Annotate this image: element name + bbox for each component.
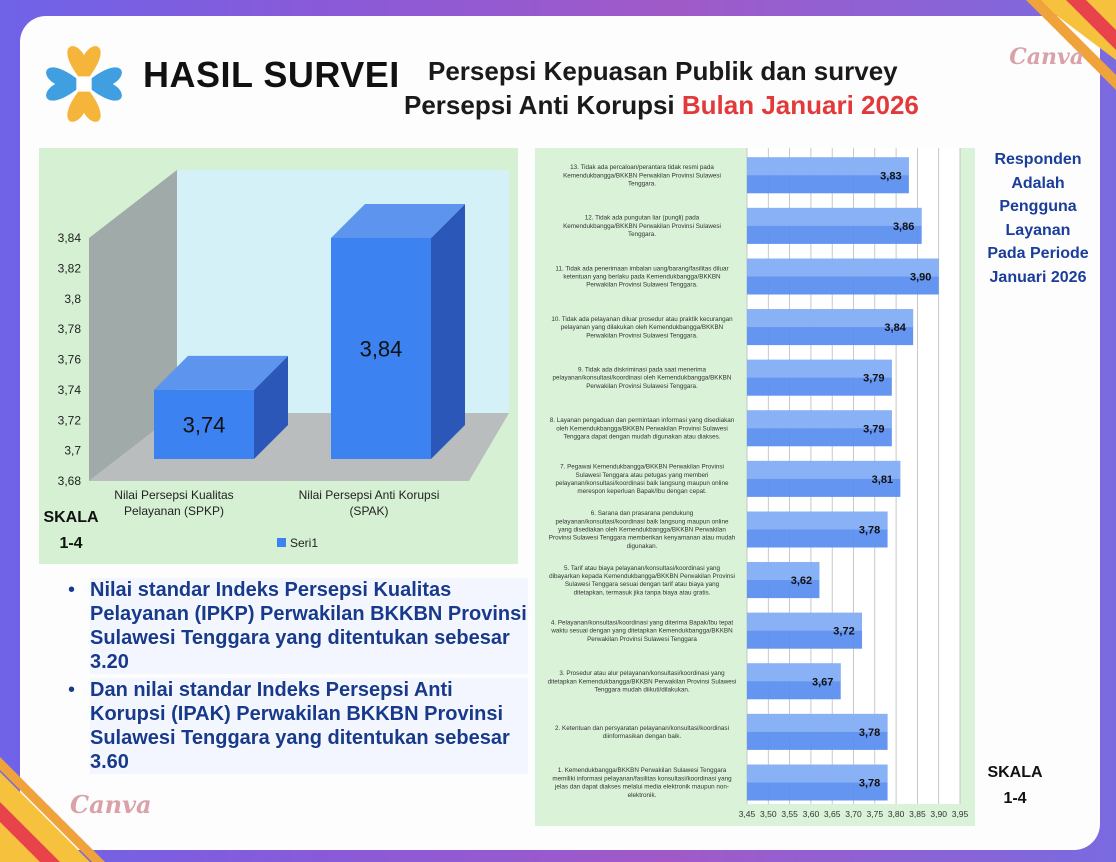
legend-swatch <box>277 538 286 547</box>
y-category-label: oleh Kemendukbangga/BKKBN Perwakilan Provinsi Sulawesi <box>556 425 728 433</box>
x-tick-label: 3,85 <box>909 809 926 819</box>
y-category-label: pelayanan/konsultasi/koordinasi baik langsung maupun online <box>555 518 729 526</box>
bar-value-label: 3,72 <box>833 625 855 638</box>
y-tick-label: 3,7 <box>64 443 81 458</box>
column-chart-spkp-spak <box>39 148 518 564</box>
x-category-label: (SPAK) <box>349 504 389 518</box>
page-title: HASIL SURVEI <box>143 54 400 95</box>
y-category-label: ketentuan yang berlaku pada Kemendukbangga/BKKBN <box>563 273 721 281</box>
responden-note <box>983 148 1093 289</box>
bar-value-label: 3,81 <box>871 473 894 486</box>
bar-value-label: 3,90 <box>909 271 932 284</box>
title-line-2-black: Persepsi Anti Korupsi <box>404 90 675 120</box>
y-category-label: ditetapkan Kemendukbangga/BKKBN Perwakilan Provinsi Sulawesi <box>547 678 737 686</box>
y-tick-label: 3,68 <box>57 474 81 488</box>
y-category-label: Tenggara mudah diikuti/dilakukan. <box>594 686 690 694</box>
skala-left-line2: 1-4 <box>59 535 83 552</box>
canva-watermark-bottom: Canva <box>70 790 152 819</box>
y-category-label: memiliki informasi pelayanan/fasilitas konsultasi/koordinasi yang <box>552 775 732 783</box>
skala-left-line1: SKALA <box>43 509 99 526</box>
x-category-label: Pelayanan (SPKP) <box>123 504 225 518</box>
x-tick-label: 3,55 <box>781 809 798 819</box>
y-category-label: pelayanan yang dilakukan oleh Kemendukbangga/BKKBN <box>560 324 724 332</box>
y-tick-label: 3,78 <box>57 322 81 337</box>
y-tick-label: 3,8 <box>64 291 81 306</box>
y-category-label: Perwakilan Provinsi Sulawesi Tenggara <box>587 635 697 643</box>
y-category-label: 11. Tidak ada penerimaan imbalan uang/barang/fasilitas diluar <box>555 265 729 273</box>
y-category-label: Kemendukbangga/BKKBN Perwakilan Provinsi Sulawesi <box>563 222 721 230</box>
responden-line: Pengguna <box>999 198 1077 215</box>
responden-line: Pada Periode <box>987 245 1089 262</box>
y-tick-label: 3,76 <box>57 352 81 367</box>
bar-value-label: 3,83 <box>880 170 902 183</box>
y-category-label: Kemendukbangga/BKKBN Perwakilan Provinsi Sulawesi <box>563 172 721 180</box>
title-line-1: Persepsi Kepuasan Publik dan survey <box>428 56 898 86</box>
y-category-label: ditetapkan, termasuk jika tanpa biaya atau gratis. <box>573 589 711 597</box>
y-category-label: Tenggara dapat dengan mudah digunakan atau diakses. <box>563 433 721 441</box>
list-item <box>68 678 528 774</box>
y-category-label: Perwakilan Provinsi Sulawesi Tenggara. <box>586 332 698 340</box>
bar-value-label: 3,84 <box>884 322 906 335</box>
x-tick-label: 3,50 <box>760 809 777 819</box>
bar-value-label: 3,84 <box>359 336 403 362</box>
x-tick-label: 3,45 <box>738 809 756 819</box>
bullet-text: Dan nilai standar Indeks Persepsi Anti Korupsi (IPAK) Perwakilan BKKBN Provinsi Sulawesi Tenggara yang ditentukan sebesar 3.60 <box>90 678 528 774</box>
legend-label: Seri1 <box>290 536 319 550</box>
y-category-label: 6. Sarana dan prasarana pendukung <box>590 510 694 518</box>
bar-value-label: 3,79 <box>863 372 885 385</box>
bullet-dot-icon: • <box>68 679 76 701</box>
bar-value-label: 3,78 <box>858 524 881 537</box>
bullet-text: Nilai standar Indeks Persepsi Kualitas Pelayanan (IPKP) Perwakilan BKKBN Provinsi Sulawesi Tenggara yang ditentukan sebesar 3.20 <box>90 579 527 673</box>
bar-side <box>431 204 465 459</box>
bullet-dot-icon: • <box>68 579 76 601</box>
responden-line: Januari 2026 <box>989 268 1087 286</box>
x-tick-label: 3,90 <box>930 809 947 819</box>
y-category-label: Sulawesi Tenggara atau petugas yang memberi <box>575 471 709 479</box>
y-category-label: Perwakilan Provinsi Sulawesi Tenggara. <box>586 281 698 289</box>
y-tick-label: 3,74 <box>57 382 81 397</box>
y-category-label: 1. Kemendukbangga/BKKBN Perwakilan Sulawesi Tenggara <box>557 767 727 775</box>
right-chart-panel <box>535 148 975 826</box>
y-category-label: 9. Tidak ada diskriminasi pada saat menerima <box>577 366 707 374</box>
x-tick-label: 3,60 <box>802 809 820 819</box>
skala-left <box>42 505 100 557</box>
y-category-label: Provinsi Sulawesi Tenggara memberikan kenyamanan atau mudah <box>548 534 736 542</box>
skala-right-line2: 1-4 <box>1003 790 1027 807</box>
y-category-label: Perwakilan Provinsi Sulawesi Tenggara. <box>586 382 698 390</box>
y-tick-label: 3,82 <box>57 261 81 276</box>
standard-values-list <box>68 578 528 778</box>
x-tick-label: 3,75 <box>866 809 884 819</box>
responden-line: Responden <box>994 151 1082 168</box>
list-item <box>68 578 528 674</box>
responden-line: Adalah <box>1011 174 1065 192</box>
y-category-label: 4. Pelayanan/konsultasi/koordinasi yang diterima Bapak/Ibu tepat <box>550 619 734 627</box>
y-category-label: diinformasikan dengan baik. <box>602 733 682 740</box>
bkkbn-logo-icon <box>36 36 132 132</box>
y-category-label: 10. Tidak ada pelayanan diluar prosedur atau praktik kecurangan <box>551 315 733 323</box>
y-tick-label: 3,84 <box>57 231 81 245</box>
x-category-label: Nilai Persepsi Kualitas <box>114 488 234 502</box>
bar-value-label: 3,78 <box>858 726 881 739</box>
responden-line: Layanan <box>1005 221 1071 239</box>
title-line-2-red: Bulan Januari 2026 <box>681 90 919 120</box>
x-tick-label: 3,80 <box>887 809 905 819</box>
y-category-label: Tenggara. <box>627 180 657 188</box>
skala-right <box>982 760 1048 812</box>
x-tick-label: 3,95 <box>951 809 969 819</box>
bar-value-label: 3,78 <box>858 777 881 790</box>
y-category-label: 3. Prosedur atau alur pelayanan/konsultasi/koordinasi yang <box>559 670 725 678</box>
title-line-2 <box>404 90 919 121</box>
bar-value-label: 3,79 <box>863 423 885 436</box>
y-category-label: waktu sesuai dengan yang ditetapkan Kemendukbangga/BKKBN <box>551 627 733 635</box>
y-tick-label: 3,72 <box>57 413 81 428</box>
y-category-label: digunakan. <box>626 542 658 550</box>
y-category-label: dibayarkan kepada Kemendukbangga/BKKBN Perwakilan Provinsi <box>549 573 735 580</box>
y-category-label: Sulawesi Tenggara sesuai dengan tarif atau biaya yang <box>564 581 720 589</box>
bar-value-label: 3,62 <box>790 575 813 588</box>
y-category-label: 5. Tarif atau biaya pelayanan/konsultasi/koordinasi yang <box>563 564 721 572</box>
skala-right-line1: SKALA <box>987 764 1043 781</box>
y-category-label: merespon keperluan Bapak/Ibu dengan cepat. <box>577 488 707 496</box>
y-category-label: 7. Pegawai Kemendukbangga/BKKBN Perwakilan Provinsi <box>560 463 724 471</box>
bar-value-label: 3,74 <box>182 412 226 438</box>
y-category-label: pelayanan/konsultasi/koordinasi oleh Kemendukbangga/BKKBN <box>552 374 732 382</box>
x-tick-label: 3,70 <box>845 809 862 819</box>
bar-value-label: 3,86 <box>892 220 915 233</box>
y-category-label: Tenggara. <box>627 231 657 239</box>
y-category-label: 8. Layanan pengaduan dan permintaan informasi yang disediakan <box>549 417 735 425</box>
y-category-label: elektronik. <box>627 791 657 799</box>
y-category-label: 13. Tidak ada percaloan/perantara tidak resmi pada <box>570 164 714 172</box>
bar-value-label: 3,67 <box>812 676 834 689</box>
x-category-label: Nilai Persepsi Anti Korupsi <box>298 488 440 502</box>
y-category-label: 12. Tidak ada pungutan liar (pungli) pada <box>584 214 700 222</box>
horizontal-bar-chart-items <box>535 148 975 826</box>
y-category-label: pelayanan/konsultasi/koordinasi baik langsung maupun online <box>555 480 729 487</box>
left-chart-panel <box>39 148 518 564</box>
y-category-label: 2. Ketentuan dan persyaratan pelayanan/konsultasi/koordinasi <box>555 724 729 732</box>
y-category-label: yang disediakan oleh Kemendukbangga/BKKBN Perwakilan <box>558 526 726 534</box>
canva-watermark-top: Canva <box>1009 44 1084 70</box>
y-category-label: jelas dan dapat diakses melalui media elektronik maupun non- <box>555 783 729 791</box>
x-tick-label: 3,65 <box>823 809 841 819</box>
